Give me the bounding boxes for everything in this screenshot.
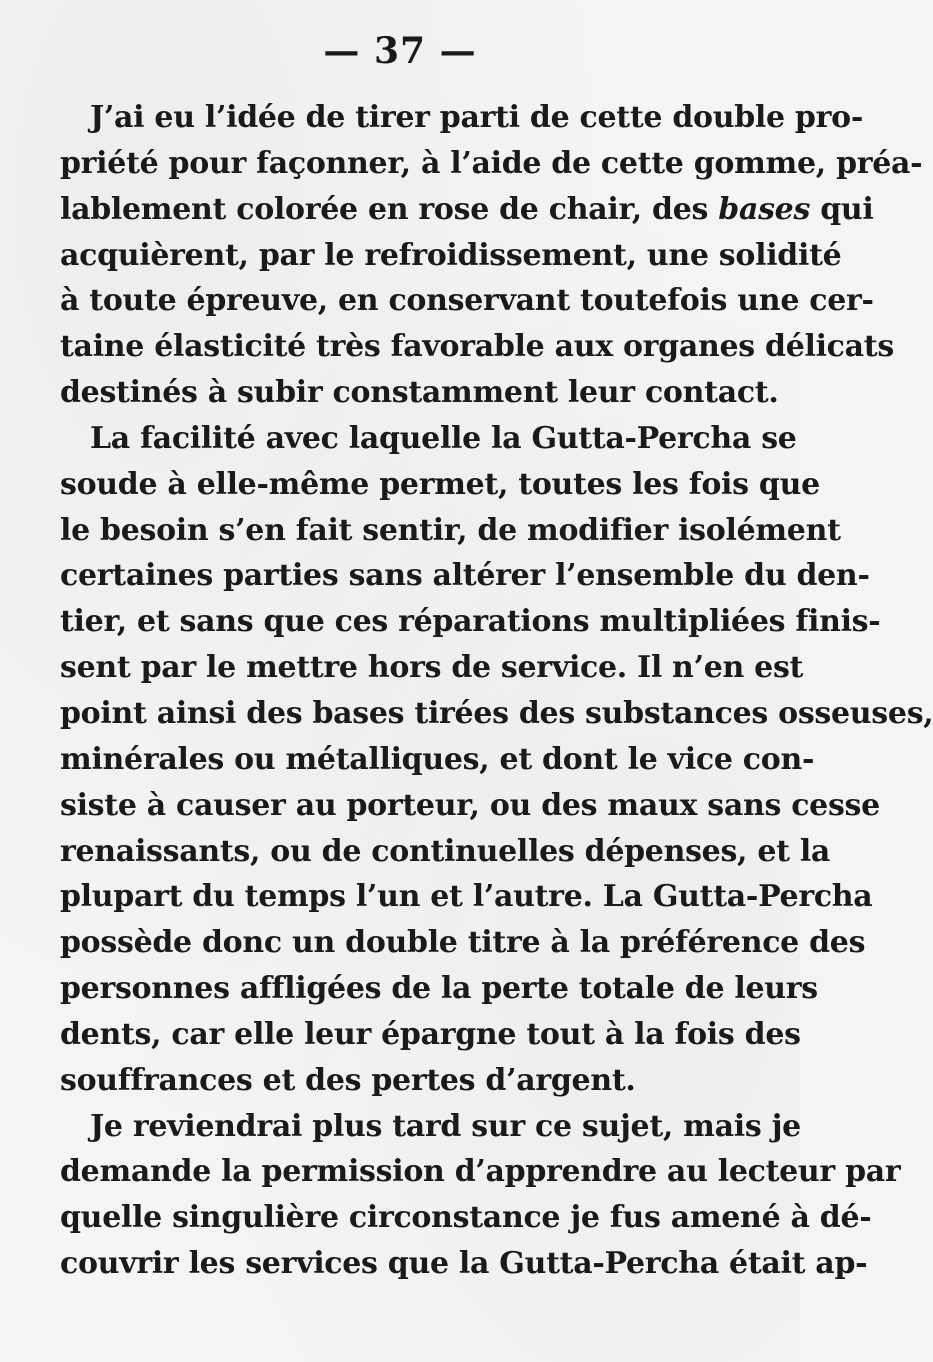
text-line: siste à causer au porteur, ou des maux sans cesse	[60, 787, 880, 823]
text-line: dents, car elle leur épargne tout à la fois des	[60, 1016, 801, 1052]
text-line: destinés à subir constamment leur contact.	[60, 375, 779, 411]
text-line: priété pour façonner, à l’aide de cette gomme, préa-	[60, 145, 923, 181]
text-line: La facilité avec laquelle la Gutta-Percha se	[90, 420, 797, 456]
text-line: minérales ou métalliques, et dont le vice con-	[60, 741, 815, 777]
text-line: plupart du temps l’un et l’autre. La Gutta-Percha	[60, 879, 873, 915]
text-line: le besoin s’en fait sentir, de modifier isolément	[60, 512, 841, 548]
page-number: — 37 —	[323, 30, 477, 72]
text-line: souffrances et des pertes d’argent.	[60, 1062, 636, 1098]
text-line: sent par le mettre hors de service. Il n’en est	[60, 650, 804, 686]
text-line: demande la permission d’apprendre au lecteur par	[60, 1154, 901, 1190]
text-line: tier, et sans que ces réparations multipliées finis-	[60, 604, 881, 640]
text-line: quelle singulière circonstance je fus amené à dé-	[60, 1200, 872, 1236]
text-line: point ainsi des bases tirées des substances osseuses,	[60, 695, 933, 731]
text-line: renaissants, ou de continuelles dépenses, et la	[60, 833, 831, 869]
text-line: soude à elle-même permet, toutes les fois que	[60, 466, 820, 502]
text-line: lablement colorée en rose de chair, des bases qui	[60, 191, 874, 227]
text-line: personnes affligées de la perte totale de leurs	[60, 971, 818, 1007]
text-line: J’ai eu l’idée de tirer parti de cette double pro-	[90, 100, 863, 135]
text-line: taine élasticité très favorable aux organes délicats	[60, 329, 894, 365]
body-text	[60, 95, 933, 1287]
text-line: Je reviendrai plus tard sur ce sujet, mais je	[90, 1108, 801, 1144]
emphasized-word: bases	[718, 191, 811, 227]
text-line: couvrir les services que la Gutta-Percha était ap-	[60, 1246, 868, 1282]
text-line: certaines parties sans altérer l’ensemble du den-	[60, 558, 870, 594]
text-line: à toute épreuve, en conservant toutefois une cer-	[60, 283, 874, 319]
text-line: acquièrent, par le refroidissement, une solidité	[60, 237, 842, 273]
text-line: possède donc un double titre à la préférence des	[60, 925, 866, 961]
